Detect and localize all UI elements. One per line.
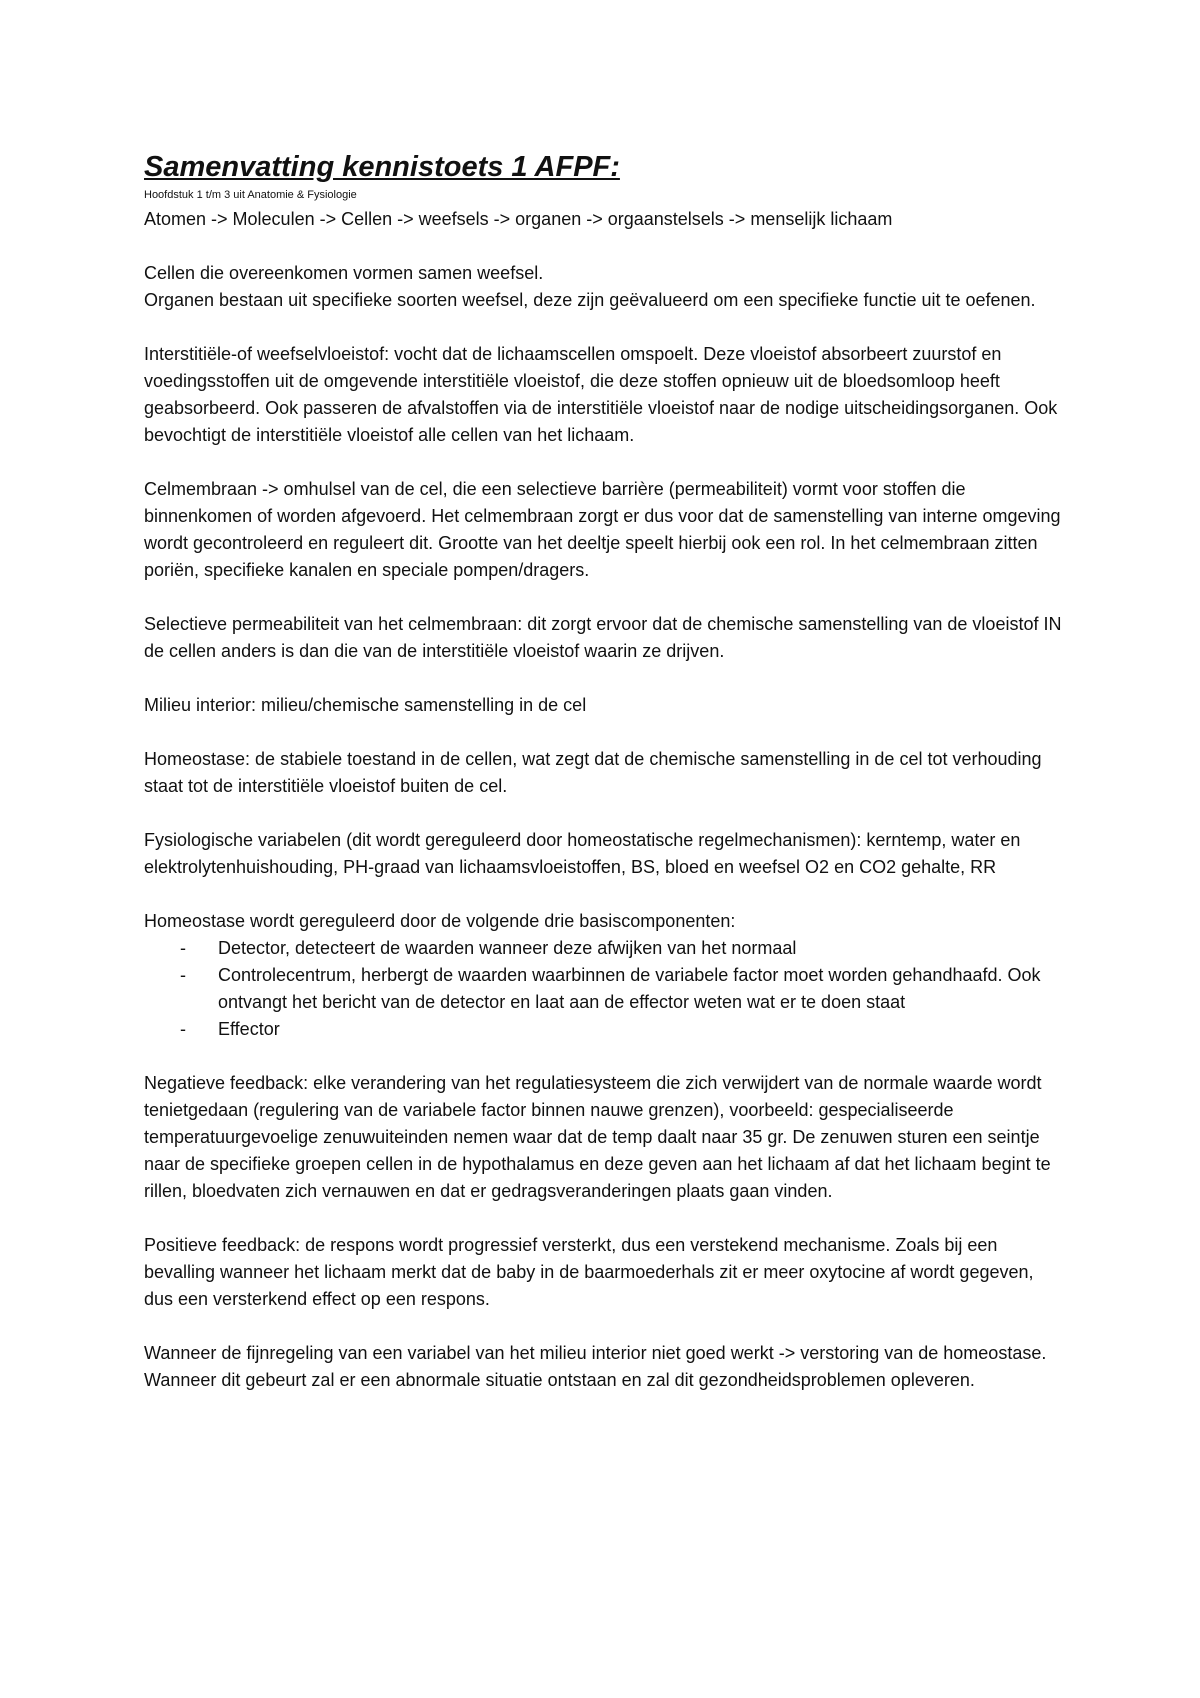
paragraph-selectieve-permeabiliteit: Selectieve permeabiliteit van het celmembraan: dit zorgt ervoor dat de chemische samenstelling van de vloeistof IN de cellen anders is dan die van de interstitiële vloeistof waarin ze drijven.: [144, 614, 1062, 661]
document-body: [144, 150, 1064, 1421]
paragraph-negatieve-feedback: Negatieve feedback: elke verandering van het regulatiesysteem die zich verwijdert van de normale waarde wordt tenietgedaan (regulering van de variabele factor binnen nauwe grenzen), voorbeeld: gespecialiseerde temperatuurgevoelige zenuwuiteinden nemen waar dat de temp daalt naar 35 gr. De zenuwen sturen een seintje naar de specifieke groepen cellen in de hypothalamus en deze geven aan het lichaam af dat het lichaam begint te rillen, bloedvaten zich vernauwen en dat er gedragsveranderingen plaats gaan vinden.: [144, 1073, 1051, 1201]
hierarchy-line: Atomen -> Moleculen -> Cellen -> weefsels -> organen -> orgaanstelsels -> menselijk lichaam: [144, 209, 893, 229]
bullet-dash: -: [180, 938, 186, 958]
paragraph-organen: Organen bestaan uit specifieke soorten weefsel, deze zijn geëvalueerd om een specifieke functie uit te oefenen.: [144, 290, 1036, 310]
paragraph-positieve-feedback: Positieve feedback: de respons wordt progressief versterkt, dus een verstekend mechanisme. Zoals bij een bevalling wanneer het lichaam merkt dat de baby in de baarmoederhals zit er meer oxytocine af wordt gegeven, dus een versterkend effect op een respons.: [144, 1235, 1034, 1309]
bullet-dash: -: [180, 965, 186, 985]
paragraph-basiscomponenten-intro: Homeostase wordt gereguleerd door de volgende drie basiscomponenten:: [144, 911, 736, 931]
components-list: [144, 935, 1064, 1043]
paragraph-celmembraan: Celmembraan -> omhulsel van de cel, die een selectieve barrière (permeabiliteit) vormt voor stoffen die binnenkomen of worden afgevoerd. Het celmembraan zorgt er dus voor dat de samenstelling van interne omgeving wordt gecontroleerd en reguleert dit. Grootte van het deeltje speelt hierbij ook een rol. In het celmembraan zitten poriën, specifieke kanalen en speciale pompen/dragers.: [144, 479, 1061, 580]
list-item-text: Controlecentrum, herbergt de waarden waarbinnen de variabele factor moet worden gehandhaafd. Ook ontvangt het bericht van de detector en laat aan de effector weten wat er te doen staat: [218, 965, 1041, 1012]
paragraph-fysiologische-variabelen: Fysiologische variabelen (dit wordt gereguleerd door homeostatische regelmechanismen): kerntemp, water en elektrolytenhuishouding, PH-graad van lichaamsvloeistoffen, BS, bloed en weefsel O2 en CO2 gehalte, RR: [144, 830, 1021, 877]
list-item-text: Effector: [218, 1019, 280, 1039]
page-subtitle: Hoofdstuk 1 t/m 3 uit Anatomie & Fysiologie: [144, 189, 357, 201]
bullet-dash: -: [180, 1019, 186, 1039]
list-item-effector: [144, 1016, 1064, 1043]
paragraph-cellen: Cellen die overeenkomen vormen samen weefsel.: [144, 263, 544, 283]
paragraph-fijnregeling: Wanneer de fijnregeling van een variabel van het milieu interior niet goed werkt -> verstoring van de homeostase. Wanneer dit gebeurt zal er een abnormale situatie ontstaan en zal dit gezondheidsproblemen opleveren.: [144, 1343, 1047, 1390]
list-item-controlecentrum: [144, 962, 1064, 1016]
list-item-detector: [144, 935, 1064, 962]
paragraph-interstitiele-vloeistof: Interstitiële-of weefselvloeistof: vocht dat de lichaamscellen omspoelt. Deze vloeistof absorbeert zuurstof en voedingsstoffen uit de omgevende interstitiële vloeistof, die deze stoffen opnieuw uit de bloedsomloop heeft geabsorbeerd. Ook passeren de afvalstoffen via de interstitiële vloeistof naar de nodige uitscheidingsorganen. Ook bevochtigt de interstitiële vloeistof alle cellen van het lichaam.: [144, 344, 1058, 445]
page-title: Samenvatting kennistoets 1 AFPF:: [144, 151, 620, 183]
paragraph-homeostase: Homeostase: de stabiele toestand in de cellen, wat zegt dat de chemische samenstelling in de cel tot verhouding staat tot de interstitiële vloeistof buiten de cel.: [144, 749, 1042, 796]
list-item-text: Detector, detecteert de waarden wanneer deze afwijken van het normaal: [218, 938, 797, 958]
paragraph-milieu-interior: Milieu interior: milieu/chemische samenstelling in de cel: [144, 695, 587, 715]
